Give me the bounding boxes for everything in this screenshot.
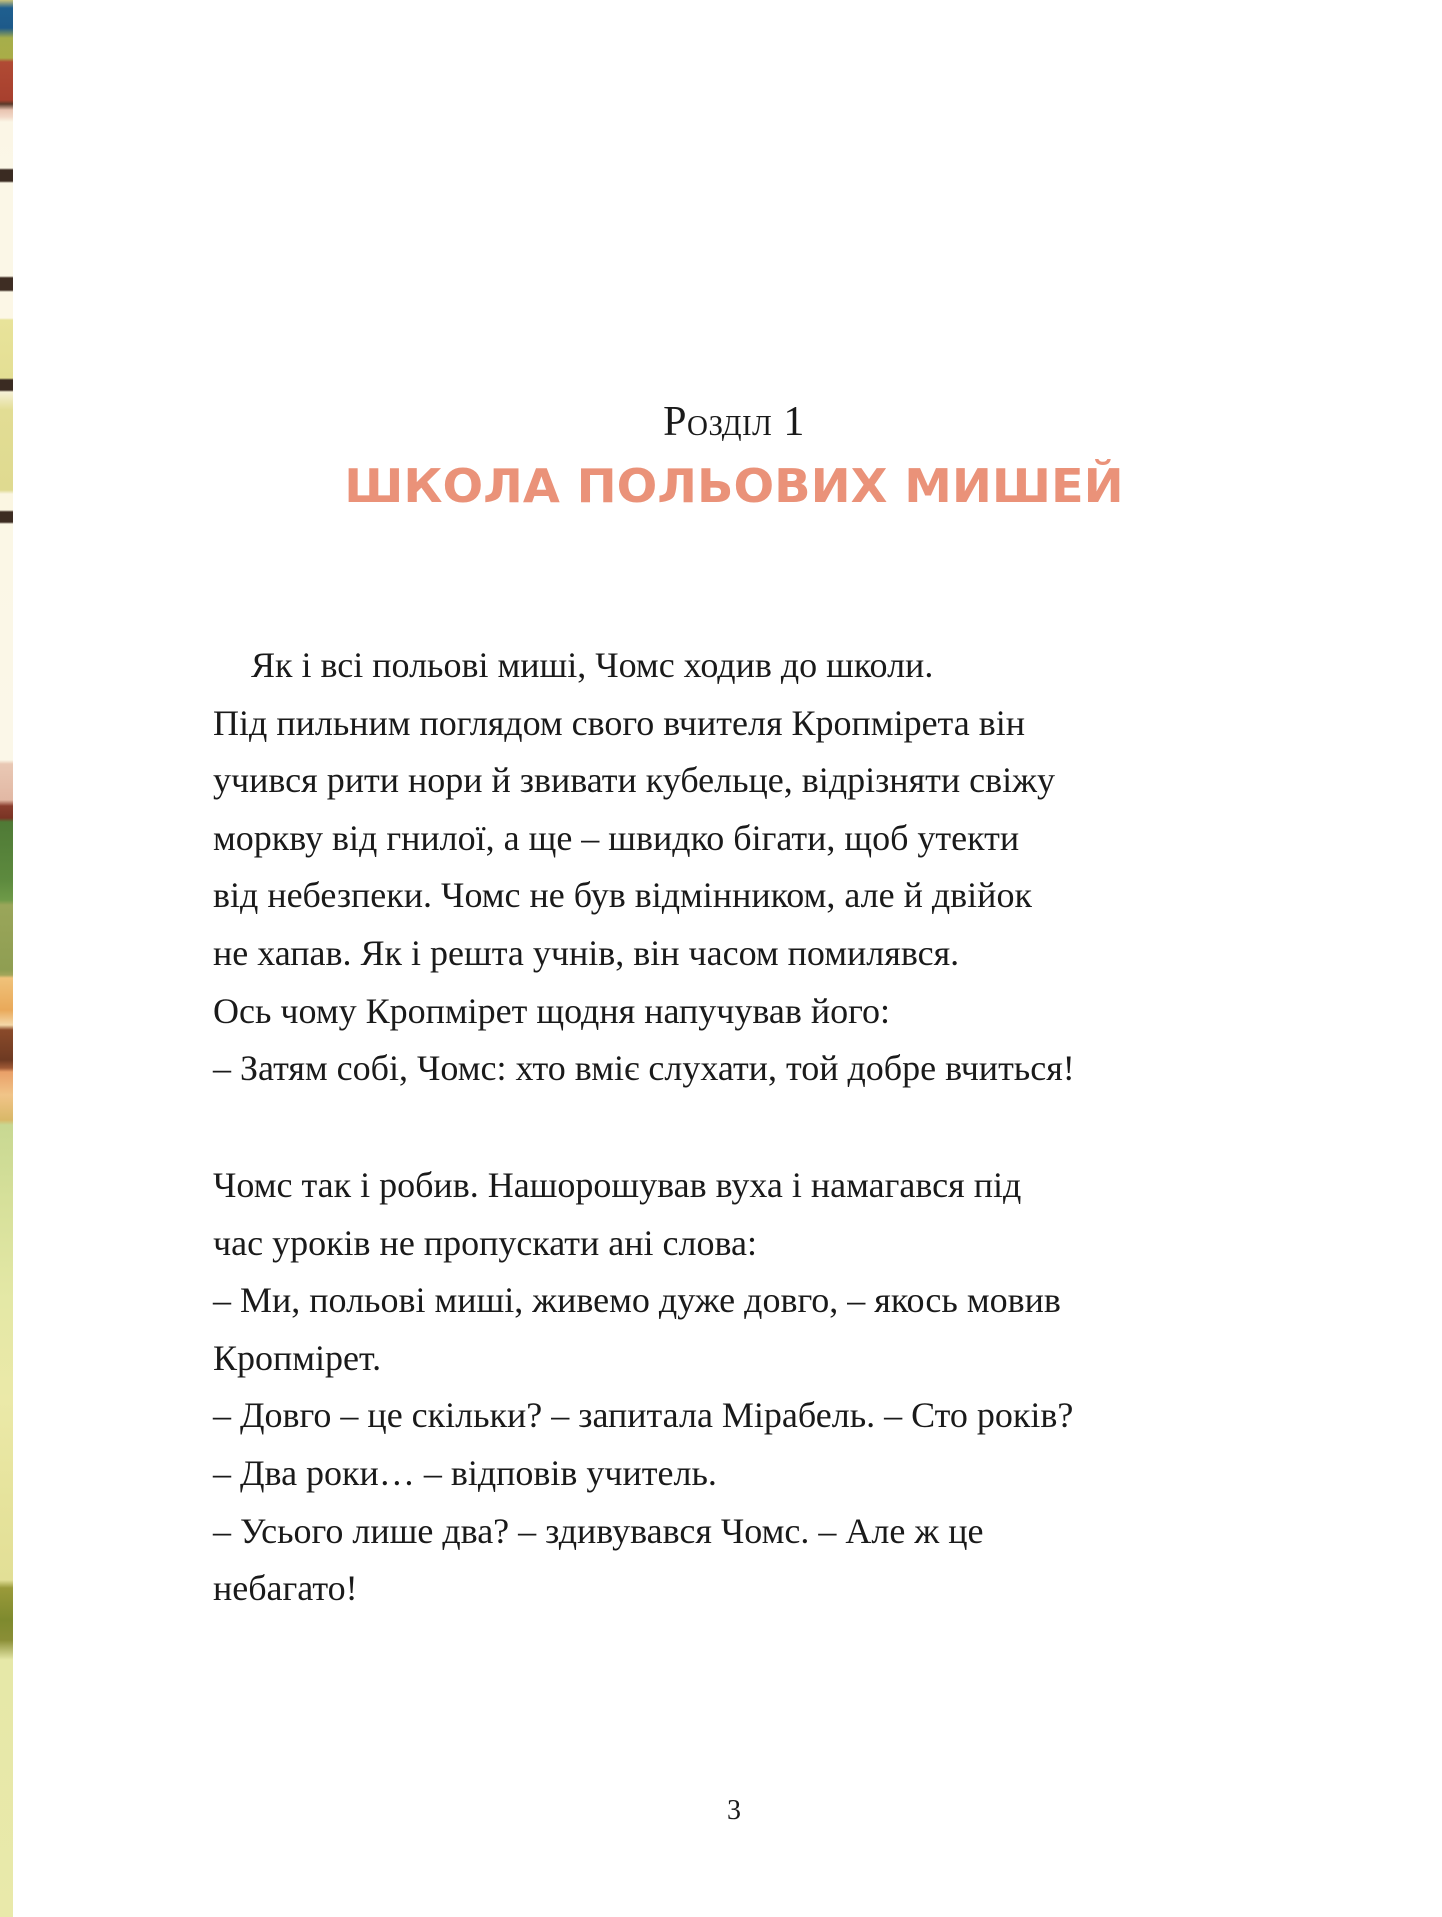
text-line: Чомс так і робив. Нашорошував вуха і намагався під	[213, 1165, 1022, 1205]
text-line: – Довго – це скільки? – запитала Мірабель. – Сто років?	[213, 1395, 1074, 1436]
text-line: від небезпеки. Чомс не був відмінником, але й двійок	[213, 875, 1032, 916]
text-line: моркву від гнилої, а ще – швидко бігати, щоб утекти	[213, 817, 1020, 858]
text-line: – Два роки… – відповів учитель.	[213, 1452, 717, 1493]
text-line: Як і всі польові миші, Чомс ходив до школи.	[251, 645, 934, 685]
page-number: 3	[727, 1795, 741, 1826]
chapter-label: Розділ 1	[663, 399, 805, 445]
book-page	[13, 0, 1442, 1917]
text-line: Кропмірет.	[213, 1337, 382, 1378]
text-line: учився рити нори й звивати кубельце, відрізняти свіжу	[213, 760, 1055, 801]
text-line: – Ми, польові миші, живемо дуже довго, – якось мовив	[213, 1280, 1061, 1321]
text-line: Ось чому Кропмірет щодня напучував його:	[213, 990, 890, 1031]
paragraph-1	[213, 637, 1273, 1098]
text-line: – Затям собі, Чомс: хто вміє слухати, той добре вчиться!	[213, 1048, 1075, 1089]
text-line: час уроків не пропускати ані слова:	[213, 1222, 757, 1263]
paragraph-2	[213, 1157, 1273, 1618]
chapter-title: ШКОЛА ПОЛЬОВИХ МИШЕЙ	[344, 459, 1124, 513]
facing-page-illustration-edge	[0, 0, 13, 1917]
text-line: Під пильним поглядом свого вчителя Кропмірета він	[213, 702, 1025, 743]
text-line: небагато!	[213, 1568, 358, 1609]
text-line: не хапав. Як і решта учнів, він часом помилявся.	[213, 932, 960, 973]
text-line: – Усього лише два? – здивувався Чомс. – Але ж це	[213, 1510, 984, 1551]
